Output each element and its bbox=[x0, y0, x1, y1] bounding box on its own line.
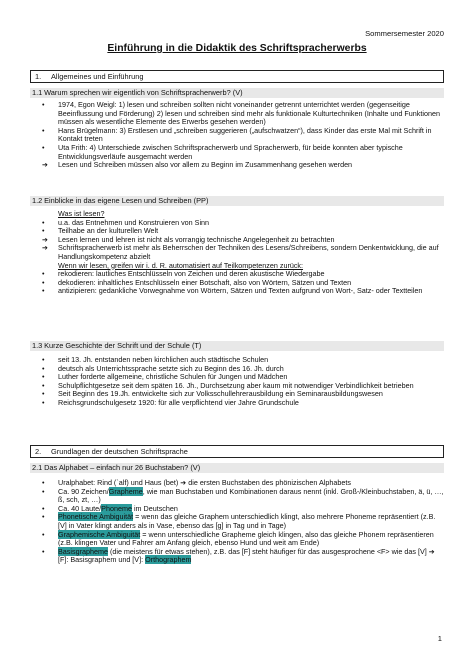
bullet-icon: • bbox=[42, 529, 45, 539]
bullet-icon: • bbox=[42, 380, 45, 390]
item-text: Hans Brügelmann: 3) Erstlesen und „schreiben suggerieren („aufschwatzen“), dass Kinder das erste Mal mit Schrift in Kontakt treten bbox=[58, 125, 432, 144]
list-item bbox=[30, 531, 444, 548]
page-number: 1 bbox=[437, 634, 442, 644]
bullet-icon: • bbox=[42, 355, 45, 364]
highlighted-term: Graphemische Ambiguität bbox=[58, 529, 141, 539]
item-text: Uta Frith: 4) Unterschiede zwischen Schriftspracherwerb und Spracherwerb, für beide konnten aber typische Entwicklungsverläufe ausgemacht werden bbox=[58, 142, 403, 161]
item-text: = wenn unterschiedliche Grapheme gleich klingen, also das gleiche Phonem repräsentieren (z.B. klingen Vater und Fahrer am Anfang gleich, ebenso Hund und weit am Ende) bbox=[58, 529, 434, 548]
list-item bbox=[30, 287, 444, 296]
section-number: 1. bbox=[35, 72, 42, 81]
item-text: 1974, Egon Weigl: 1) lesen und schreiben sollten nicht voneinander getrennt unterrichtet werden (gegenseitige Beeinflussung und Förderung) 2) lesen und schreiben sind mehr als funktionale Kulturtechniken (Inhalte und Funktionen müssen als wesentliche Elemente des Erwerbs gesehen werden) bbox=[58, 100, 440, 127]
subsection-1-3-heading bbox=[30, 341, 444, 351]
subsection-1-1-heading bbox=[30, 88, 444, 98]
document-title: Einführung in die Didaktik des Schriftspracherwerbs bbox=[107, 43, 367, 54]
item-text: Teilhabe an der kulturellen Welt bbox=[58, 226, 159, 236]
bullet-icon: • bbox=[42, 286, 45, 296]
bullet-icon: • bbox=[42, 100, 45, 109]
item-text: Schulpflichtgesetze seit dem späten 16. Jh., Durchsetzung aber kaum mit notwendiger Verbindlichkeit betrieben bbox=[58, 380, 414, 390]
bullet-icon: • bbox=[42, 269, 45, 279]
list-item bbox=[30, 161, 444, 170]
item-text: Schriftspracherwerb ist mehr als Beherrschen der Techniken des Lesens/Schreibens, sondern Denkentwicklung, die auf Handlungskompetenz abzielt bbox=[58, 243, 439, 261]
item-text: im Deutschen bbox=[131, 503, 178, 513]
bullet-icon: • bbox=[42, 125, 45, 135]
bullet-icon: • bbox=[42, 512, 45, 522]
arrow-right-icon: ➔ bbox=[42, 243, 49, 253]
item-text: Lesen lernen und lehren ist nicht als vorrangig technische Angelegenheit zu betrachten bbox=[58, 234, 335, 244]
item-text: [F]: Basisgraphem und [V]: bbox=[58, 555, 146, 565]
subsection-2-1-heading bbox=[30, 463, 444, 473]
item-text: antizipieren: gedankliche Vorwegnahme von Wörtern, Sätzen und Texten aufgrund von Wort-, Satz- oder Textteilen bbox=[58, 286, 423, 296]
subsection-2-1-list bbox=[30, 479, 444, 565]
bullet-icon: • bbox=[42, 389, 45, 399]
list-item bbox=[30, 513, 444, 530]
item-text: ➔ bbox=[180, 478, 187, 487]
highlighted-term: Basisgrapheme bbox=[58, 546, 108, 556]
list-item bbox=[30, 399, 444, 408]
item-text: Lesen und Schreiben müssen also vor allem zu Beginn im Zusammenhang gesehen werden bbox=[58, 160, 353, 170]
item-text: ➔ bbox=[428, 546, 435, 556]
item-text: Uralphabet: Rind (`alf) und Haus (bet) bbox=[58, 478, 181, 487]
subsection-1-1-list bbox=[30, 101, 444, 170]
bullet-icon: • bbox=[42, 226, 45, 236]
bullet-icon: • bbox=[42, 397, 45, 407]
item-text: Reichsgrundschulgesetz 1920: für alle verpflichtend vier Jahre Grundschule bbox=[58, 397, 299, 407]
subsection-number: 1.1 bbox=[32, 88, 43, 97]
subsection-label: Einblicke in das eigene Lesen und Schreiben (PP) bbox=[44, 196, 209, 205]
item-text: Ca. 40 Laute/ bbox=[58, 503, 102, 513]
bullet-icon: • bbox=[42, 372, 45, 382]
subsection-label: Kurze Geschichte der Schrift und der Schule (T) bbox=[44, 341, 202, 350]
subsection-1-2-heading bbox=[30, 196, 444, 206]
highlighted-term: Phonetische Ambiguität bbox=[58, 512, 134, 522]
subsection-number: 2.1 bbox=[32, 463, 43, 472]
list-item bbox=[30, 548, 444, 565]
list-item bbox=[30, 144, 444, 161]
section-label: Grundlagen der deutschen Schriftsprache bbox=[51, 447, 188, 456]
list-item bbox=[30, 101, 444, 127]
subsection-label: Das Alphabet – einfach nur 26 Buchstaben? (V) bbox=[44, 463, 201, 472]
bullet-icon: • bbox=[42, 546, 45, 556]
highlighted-term: Grapheme bbox=[108, 486, 143, 496]
subsection-number: 1.2 bbox=[32, 196, 43, 205]
item-text: Seit Beginn des 19.Jh. entwickelte sich zur Volksschullehrerausbildung ein Seminarausbildungswesen bbox=[58, 389, 383, 399]
subsection-1-3-list bbox=[30, 356, 444, 408]
subsection-number: 1.3 bbox=[32, 341, 43, 350]
bullet-icon: • bbox=[42, 486, 45, 496]
item-text: die ersten Buchstaben des phönizischen Alphabets bbox=[186, 478, 351, 487]
item-text: u.a. das Entnehmen und Konstruieren von Sinn bbox=[58, 217, 210, 227]
section-2-heading bbox=[30, 445, 444, 458]
bullet-icon: • bbox=[42, 217, 45, 227]
section-label: Allgemeines und Einführung bbox=[51, 72, 144, 81]
arrow-right-icon: ➔ bbox=[42, 234, 49, 244]
highlighted-term: Orthographem bbox=[145, 555, 192, 565]
subsection-1-2-list bbox=[30, 210, 444, 296]
item-text: = wenn das gleiche Graphem unterschiedlich klingt, also mehrere Phoneme repräsentiert (z.B. [V] in Vater klingt anders als in Vase, ebenso das [g] in Tag und in Tage) bbox=[58, 512, 436, 530]
arrow-right-icon: ➔ bbox=[42, 160, 49, 170]
highlighted-term: Phoneme bbox=[101, 503, 132, 513]
item-text: (die meistens für etwas stehen), z.B. das [F] steht häufiger für das ausgesprochene <F> wie das [V] bbox=[107, 546, 429, 556]
subsection-label: Warum sprechen wir eigentlich von Schriftspracherwerb? (V) bbox=[44, 88, 243, 97]
item-text: rekodieren: lautliches Entschlüsseln von Zeichen und deren akustische Wiedergabe bbox=[58, 269, 325, 279]
item-text: Ca. 90 Zeichen/ bbox=[58, 486, 109, 496]
semester-label: Sommersemester 2020 bbox=[365, 29, 444, 38]
list-item bbox=[30, 244, 444, 261]
list-subheading: Wenn wir lesen, greifen wir i. d. R. automatisiert auf Teilkompetenzen zurück: bbox=[58, 260, 304, 270]
list-subheading: Was ist lesen? bbox=[58, 209, 105, 218]
list-item bbox=[30, 127, 444, 144]
bullet-icon: • bbox=[42, 277, 45, 287]
bullet-icon: • bbox=[42, 503, 45, 513]
list-item bbox=[30, 488, 444, 505]
item-text: deutsch als Unterrichtssprache setzte sich zu Beginn des 16. Jh. durch bbox=[58, 363, 284, 373]
section-number: 2. bbox=[35, 447, 42, 456]
bullet-icon: • bbox=[42, 142, 45, 152]
item-text: , wie man Buchstaben und Kombinationen daraus nennt (inkl. Groß-/Kleinbuchstaben, ä, ü, …, ß, sch, zt, …) bbox=[58, 486, 444, 505]
bullet-icon: • bbox=[42, 478, 45, 487]
section-1-heading bbox=[30, 70, 444, 83]
bullet-icon: • bbox=[42, 363, 45, 373]
item-text: Luther forderte allgemeine, christliche Schulen für Jungen und Mädchen bbox=[58, 372, 288, 382]
item-text: seit 13. Jh. entstanden neben kirchlichen auch städtische Schulen bbox=[58, 355, 269, 364]
item-text: dekodieren: inhaltliches Entschlüsseln einer Botschaft, also von Wörtern, Sätzen und Texten bbox=[58, 277, 352, 287]
